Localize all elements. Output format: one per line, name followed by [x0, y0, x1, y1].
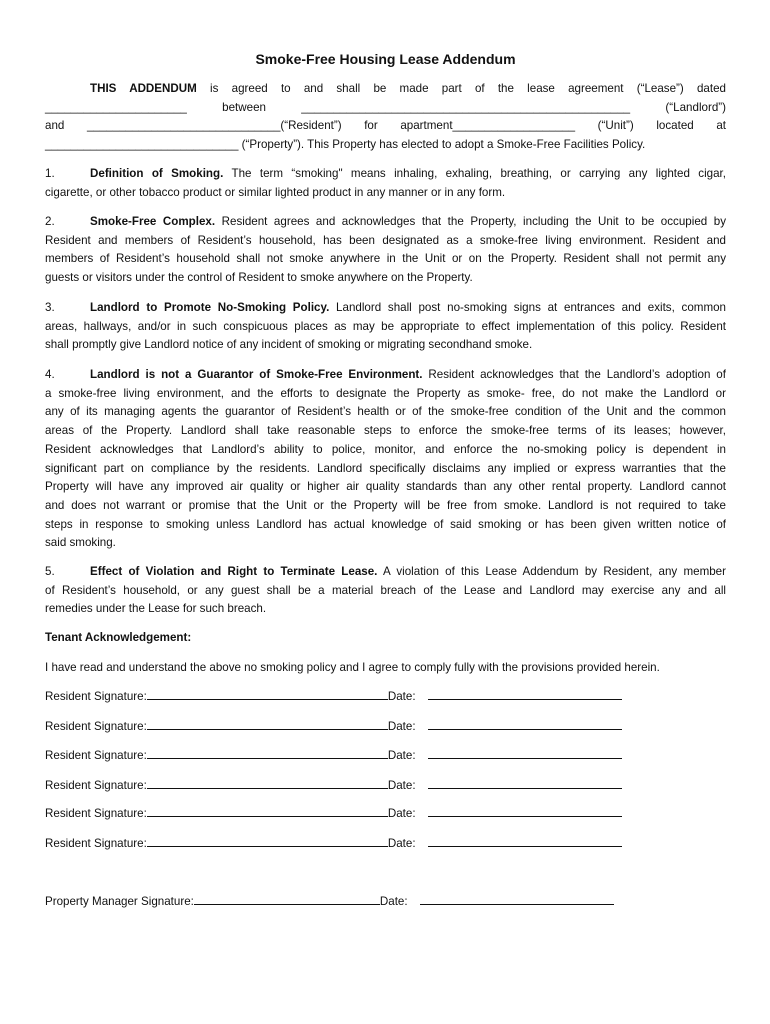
section-effect-of-violation — [45, 563, 726, 619]
manager-signature-row — [45, 892, 726, 912]
section-text: A violation of this Lease Addendum by Resident, any member — [383, 565, 726, 578]
intro-line: ______________________ between ___________________________________________________ (“Landlord”) — [45, 100, 726, 114]
acknowledgement-text: I have read and understand the above no smoking policy and I agree to comply fully with the provisions provided herein. — [45, 661, 660, 674]
section-line: steps in response to smoking unless Landlord has actual knowledge of said smoking or has been given written notice of — [45, 517, 726, 531]
date-field[interactable] — [428, 834, 622, 847]
date-field[interactable] — [428, 717, 622, 730]
section-line: of Resident’s household, or any guest shall be a material breach of the Lease and Landlord may exercise any and all — [45, 583, 726, 597]
resident-signature-row — [45, 834, 726, 854]
signature-field[interactable] — [147, 717, 388, 730]
section-line: members of Resident’s household shall not smoke anywhere in the Unit or on the Property. Resident shall not permit any — [45, 252, 726, 266]
section-number: 2. — [45, 215, 55, 228]
date-field[interactable] — [428, 804, 622, 817]
section-line — [45, 299, 726, 318]
section-not-guarantor — [45, 366, 726, 553]
signature-label: Resident Signature: — [45, 690, 147, 703]
intro-text: is agreed to and shall be made part of the lease agreement (“Lease”) dated — [210, 82, 726, 95]
section-text: The term “smoking" means inhaling, exhaling, breathing, or carrying any lighted cigar, — [231, 167, 726, 180]
section-line: a smoke-free living environment, and the efforts to designate the Property as smoke- free, do not make the Landlord or — [45, 386, 726, 400]
intro-line: and ______________________________(“Resident”) for apartment___________________ (“Unit”) located at — [45, 119, 726, 133]
section-line — [45, 563, 726, 582]
section-line: said smoking. — [45, 536, 116, 550]
section-line: Resident and members of Resident’s household, has been designated as a smoke-free living environment. Resident and — [45, 233, 726, 247]
date-field[interactable] — [428, 776, 622, 789]
signature-field[interactable] — [147, 687, 388, 700]
intro-lead: THIS ADDENDUM — [90, 82, 197, 95]
resident-signature-row — [45, 687, 726, 707]
document-title: Smoke-Free Housing Lease Addendum — [255, 51, 516, 67]
date-field[interactable] — [428, 687, 622, 700]
signature-label: Resident Signature: — [45, 720, 147, 733]
section-heading: Definition of Smoking. — [90, 167, 224, 180]
acknowledgement-heading: Tenant Acknowledgement: — [45, 631, 192, 644]
section-landlord-promote — [45, 299, 726, 355]
section-line: areas, hallways, and/or in such conspicuous places as may be appropriate to effect implementation of this policy. Resident — [45, 319, 726, 333]
date-field[interactable] — [428, 746, 622, 759]
resident-signature-row — [45, 717, 726, 737]
manager-signature-label: Property Manager Signature: — [45, 895, 194, 908]
section-line: areas of the Property. Landlord shall take reasonable steps to enforce the smoke-free terms of its leases; however, — [45, 424, 726, 438]
section-number: 5. — [45, 565, 55, 578]
section-heading: Effect of Violation and Right to Terminate Lease. — [90, 565, 378, 578]
section-text: Resident agrees and acknowledges that the Property, including the Unit to be occupied by — [221, 215, 726, 228]
resident-signature-row — [45, 746, 726, 766]
date-label: Date: — [387, 690, 416, 703]
date-label: Date: — [379, 895, 408, 908]
signature-field[interactable] — [147, 746, 388, 759]
date-label: Date: — [387, 749, 416, 762]
section-smoke-free-complex — [45, 213, 726, 288]
manager-signature-field[interactable] — [194, 892, 380, 905]
section-line: and does not warrant or promise that the Unit or the Property will be free from smoke. Landlord is not required to take — [45, 498, 726, 512]
section-definition — [45, 165, 726, 202]
signature-field[interactable] — [147, 804, 388, 817]
section-line: Resident acknowledges that Landlord’s ability to police, monitor, and enforce the no-smoking policy is dependent in — [45, 442, 726, 456]
section-line: cigarette, or other tobacco product or similar lighted product in any manner or in any form. — [45, 185, 506, 199]
signature-label: Resident Signature: — [45, 837, 147, 850]
section-text: Resident acknowledges that the Landlord’s adoption of — [428, 368, 726, 381]
section-line — [45, 165, 726, 184]
section-text: Landlord shall post no-smoking signs at entrances and exits, common — [336, 301, 726, 314]
section-heading: Landlord to Promote No-Smoking Policy. — [90, 301, 330, 314]
date-field[interactable] — [420, 892, 614, 905]
section-line — [45, 366, 726, 385]
section-heading: Landlord is not a Guarantor of Smoke-Free Environment. — [90, 368, 423, 381]
signature-label: Resident Signature: — [45, 779, 147, 792]
section-heading: Smoke-Free Complex. — [90, 215, 216, 228]
date-label: Date: — [387, 720, 416, 733]
resident-signature-row — [45, 776, 726, 796]
intro-paragraph — [45, 80, 726, 155]
date-label: Date: — [387, 779, 416, 792]
date-label: Date: — [387, 807, 416, 820]
signature-field[interactable] — [147, 776, 388, 789]
intro-line — [45, 80, 726, 99]
signature-field[interactable] — [147, 834, 388, 847]
resident-signature-row — [45, 804, 726, 824]
date-label: Date: — [387, 837, 416, 850]
section-line: Property will have any improved air quality or higher air quality standards than any other rental property. Landlord cannot — [45, 480, 726, 494]
section-number: 3. — [45, 301, 55, 314]
section-line: any of its managing agents the guarantor of Resident’s health or of the smoke-free condition of the Unit and the common — [45, 405, 726, 419]
section-line — [45, 213, 726, 232]
section-line: remedies under the Lease for such breach. — [45, 602, 267, 616]
section-line: shall promptly give Landlord notice of any incident of smoking or migrating secondhand smoke. — [45, 338, 533, 352]
section-number: 1. — [45, 167, 55, 180]
signature-label: Resident Signature: — [45, 807, 147, 820]
signature-label: Resident Signature: — [45, 749, 147, 762]
section-line: guests or visitors under the control of Resident to smoke anywhere on the Property. — [45, 271, 473, 285]
section-line: significant part on compliance by the residents. Landlord specifically disclaims any implied or express warranties that the — [45, 461, 726, 475]
section-number: 4. — [45, 368, 55, 381]
intro-line: ______________________________ (“Property”). This Property has elected to adopt a Smoke-Free Facilities Policy. — [45, 138, 646, 152]
